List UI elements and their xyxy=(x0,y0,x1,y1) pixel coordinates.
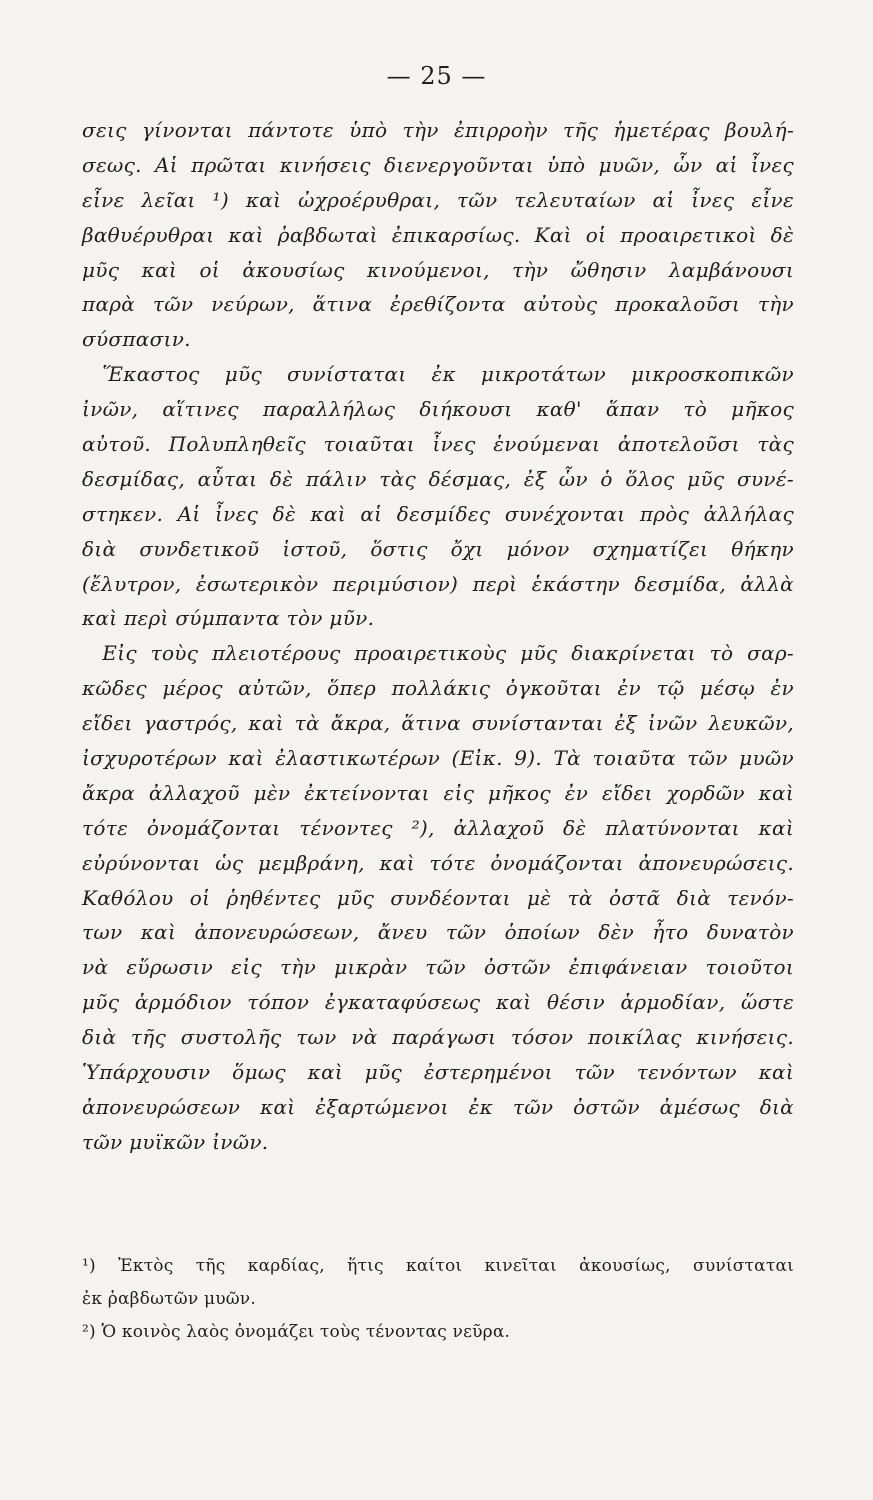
text-line: νὰ εὕρωσιν εἰς τὴν μικρὰν τῶν ὀστῶν ἐπιφάνειαν τοιοῦτοι xyxy=(82,955,794,980)
text-line: (ἔλυτρον, ἐσωτερικὸν περιμύσιον) περὶ ἑκάστην δεσμίδα, ἀλλὰ xyxy=(82,571,794,596)
text-line: ἀπονευρώσεων καὶ ἐξαρτώμενοι ἐκ τῶν ὀστῶν ἀμέσως διὰ xyxy=(82,1094,794,1119)
footnote-line: ἐκ ῥαβδωτῶν μυῶν. xyxy=(82,1289,256,1309)
text-line: σεως. Αἱ πρῶται κινήσεις διενεργοῦνται ὑπὸ μυῶν, ὧν αἱ ἶνες xyxy=(82,152,794,177)
text-line: κῶδες μέρος αὐτῶν, ὅπερ πολλάκις ὀγκοῦται ἐν τῷ μέσῳ ἐν xyxy=(82,676,794,701)
page-number: — 25 — xyxy=(386,62,487,90)
footnote-line: ¹) Ἐκτὸς τῆς καρδίας, ἥτις καίτοι κινεῖται ἀκουσίως, συνίσταται xyxy=(82,1256,794,1276)
footnotes xyxy=(82,1250,794,1349)
text-line: δεσμίδας, αὗται δὲ πάλιν τὰς δέσμας, ἐξ ὧν ὁ ὅλος μῦς συνέ- xyxy=(82,466,794,491)
text-line: Εἰς τοὺς πλειοτέρους προαιρετικοὺς μῦς διακρίνεται τὸ σαρ- xyxy=(82,641,794,666)
text-line: τῶν μυϊκῶν ἰνῶν. xyxy=(82,1129,269,1154)
text-line: εἶνε λεῖαι ¹) καὶ ὠχροέρυθραι, τῶν τελευταίων αἱ ἶνες εἶνε xyxy=(82,187,794,212)
body-text xyxy=(82,113,794,1160)
text-line: μῦς ἁρμόδιον τόπον ἐγκαταφύσεως καὶ θέσιν ἁρμοδίαν, ὥστε xyxy=(82,990,794,1015)
text-line: στηκεν. Αἱ ἶνες δὲ καὶ αἱ δεσμίδες συνέχονται πρὸς ἀλλήλας xyxy=(82,501,794,526)
text-line: Καθόλου οἱ ῥηθέντες μῦς συνδέονται μὲ τὰ ὀστᾶ διὰ τενόν- xyxy=(82,885,794,910)
text-line: ἰσχυροτέρων καὶ ἐλαστικωτέρων (Εἰκ. 9). Τὰ τοιαῦτα τῶν μυῶν xyxy=(82,746,794,771)
footnote-line: ²) Ὁ κοινὸς λαὸς ὀνομάζει τοὺς τένοντας νεῦρα. xyxy=(82,1322,511,1342)
text-line: παρὰ τῶν νεύρων, ἅτινα ἐρεθίζοντα αὐτοὺς προκαλοῦσι τὴν xyxy=(82,292,794,317)
text-line: ἄκρα ἀλλαχοῦ μὲν ἐκτείνονται εἰς μῆκος ἐν εἴδει χορδῶν καὶ xyxy=(82,780,794,805)
text-line: διὰ συνδετικοῦ ἱστοῦ, ὅστις ὄχι μόνον σχηματίζει θήκην xyxy=(82,536,794,561)
text-line: ἰνῶν, αἵτινες παραλλήλως διήκουσι καθ' ἅπαν τὸ μῆκος xyxy=(82,397,794,422)
text-line: αὐτοῦ. Πολυπληθεῖς τοιαῦται ἶνες ἑνούμεναι ἀποτελοῦσι τὰς xyxy=(82,432,794,457)
text-line: καὶ περὶ σύμπαντα τὸν μῦν. xyxy=(82,606,375,631)
text-line: εὐρύνονται ὡς μεμβράνη, καὶ τότε ὀνομάζονται ἀπονευρώσεις. xyxy=(82,850,794,875)
text-line: μῦς καὶ οἱ ἀκουσίως κινούμενοι, τὴν ὤθησιν λαμβάνουσι xyxy=(82,257,794,282)
text-line: των καὶ ἀπονευρώσεων, ἄνευ τῶν ὁποίων δὲν ἦτο δυνατὸν xyxy=(82,920,794,945)
text-line: τότε ὀνομάζονται τένοντες ²), ἀλλαχοῦ δὲ πλατύνονται καὶ xyxy=(82,815,794,840)
text-line: Ἕκαστος μῦς συνίσταται ἐκ μικροτάτων μικροσκοπικῶν xyxy=(82,362,794,387)
text-line: σύσπασιν. xyxy=(82,327,191,352)
text-line: βαθυέρυθραι καὶ ῥαβδωταὶ ἐπικαρσίως. Καὶ οἱ προαιρετικοὶ δὲ xyxy=(82,222,794,247)
text-line: σεις γίνονται πάντοτε ὑπὸ τὴν ἐπιρροὴν τῆς ἡμετέρας βουλή- xyxy=(82,118,794,142)
text-line: εἴδει γαστρός, καὶ τὰ ἄκρα, ἅτινα συνίστανται ἐξ ἰνῶν λευκῶν, xyxy=(82,711,794,736)
text-line: διὰ τῆς συστολῆς των νὰ παράγωσι τόσον ποικίλας κινήσεις. xyxy=(82,1025,794,1050)
text-line: Ὑπάρχουσιν ὅμως καὶ μῦς ἐστερημένοι τῶν τενόντων καὶ xyxy=(82,1060,794,1085)
